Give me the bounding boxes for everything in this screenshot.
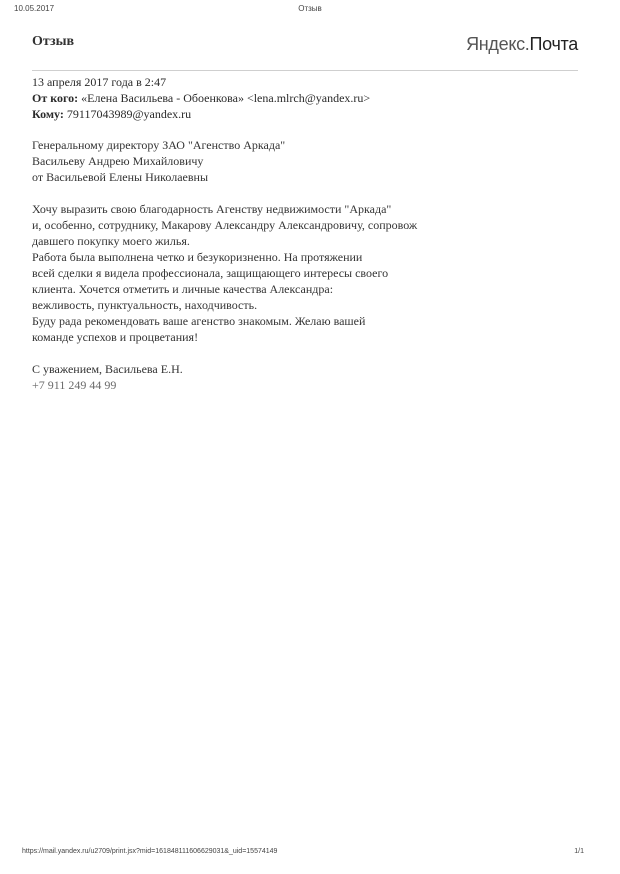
email-date: 13 апреля 2017 года в 2:47 (32, 75, 167, 89)
signature: С уважением, Васильева Е.Н. (32, 362, 183, 376)
body-line: Буду рада рекомендовать ваше агенство знакомым. Желаю вашей (32, 314, 366, 328)
addressee-line: Генеральному директору ЗАО "Агенство Аркада" (32, 138, 286, 152)
letter-body (32, 137, 417, 393)
addressee-line: Васильеву Андрею Михайловичу (32, 154, 204, 168)
body-line: и, особенно, сотруднику, Макарову Александру Александровичу, сопровож (32, 218, 418, 232)
to-label: Кому: (32, 107, 64, 121)
email-meta (32, 74, 370, 122)
print-date: 10.05.2017 (14, 4, 55, 13)
body-line: всей сделки я видела профессионала, защищающего интересы своего (32, 266, 389, 280)
body-line: Работа была выполнена четко и безукоризненно. На протяжении (32, 250, 363, 264)
logo-part-mail: Почта (529, 34, 578, 54)
email-subject: Отзыв (32, 34, 75, 49)
phone-number: +7 911 249 44 99 (32, 378, 117, 392)
logo-part-yandex: Яндекс. (466, 34, 530, 54)
print-footer-page-number: 1/1 (574, 848, 584, 855)
from-label: От кого: (32, 91, 79, 105)
print-footer-url: https://mail.yandex.ru/u2709/print.jsx?mid=161848111606629031&_uid=15574149 (22, 848, 278, 855)
email-to-row (32, 106, 370, 122)
body-line: давшего покупку моего жилья. (32, 234, 190, 248)
header-divider (32, 70, 578, 71)
email-from-row (32, 90, 370, 106)
print-title: Отзыв (298, 4, 322, 13)
addressee-line: от Васильевой Елены Николаевны (32, 170, 209, 184)
body-line: команде успехов и процветания! (32, 330, 199, 344)
to-value: 79117043989@yandex.ru (66, 107, 192, 121)
body-line: вежливость, пунктуальность, находчивость. (32, 298, 258, 312)
yandex-mail-logo (466, 34, 578, 55)
body-line: клиента. Хочется отметить и личные качества Александра: (32, 282, 334, 296)
body-line: Хочу выразить свою благодарность Агенству недвижимости "Аркада" (32, 202, 392, 216)
from-value: «Елена Васильева - Обоенкова» <lena.mlrch@yandex.ru> (81, 91, 371, 105)
